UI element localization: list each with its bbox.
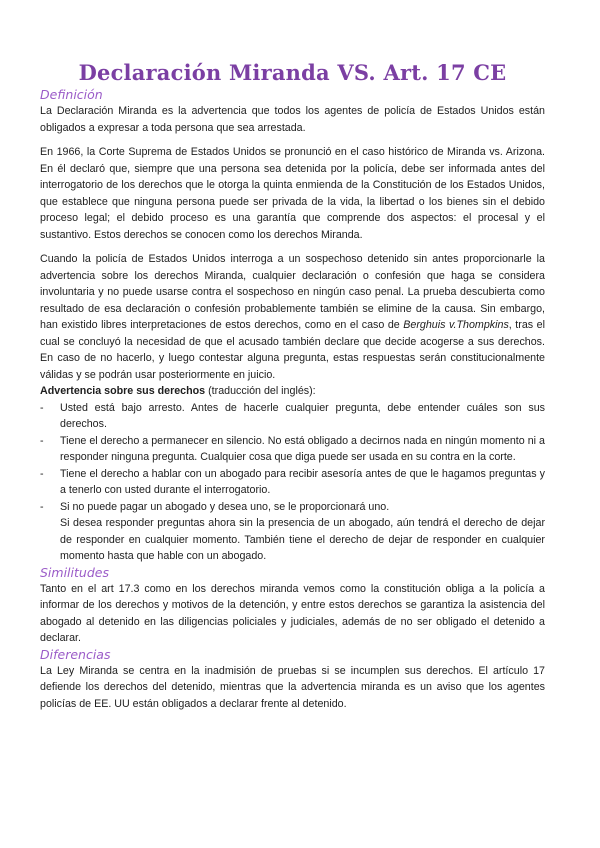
warning-heading: [40, 383, 545, 400]
paragraph-similitudes: Tanto en el art 17.3 como en los derechos miranda vemos como la constitución obliga a la policía a informar de los derechos y motivos de la detención, y entre estos derechos se garantiza la asistencia del abogado al detenido en las diligencias policiales y judiciales, además de no ser obligado el detenido a declarar.: [40, 582, 545, 644]
list-item: [40, 433, 545, 466]
list-item-text: Usted está bajo arresto. Antes de hacerle cualquier pregunta, debe entender cuáles son sus derechos.: [60, 401, 545, 430]
document: [40, 60, 545, 712]
paragraph-definicion-2: En 1966, la Corte Suprema de Estados Unidos se pronunció en el caso histórico de Miranda vs. Arizona. En él declaró que, siempre que una persona sea detenida por la policía, debe ser informada antes del interrogatorio de los derechos que le otorga la quinta enmienda de la Constitución de los Estados Unidos, que establece que ninguna persona puede ser privada de la vida, la libertad o los bienes sin el debido proceso legal; el debido proceso es una garantía que comprende dos aspectos: el procesal y el sustantivo. Estos derechos se conocen como los derechos Miranda.: [40, 146, 545, 241]
list-dash: -: [40, 467, 44, 480]
list-item: [40, 400, 545, 433]
case-name: Berghuis v.Thompkins: [403, 319, 509, 331]
heading-definicion: Definición: [40, 87, 103, 102]
paragraph-3-part-b: , tras el cual se concluyó la necesidad de que el acusado también declare que decide acogerse a sus derechos. En caso de no hacerlo, y luego contestar alguna pregunta, estas respuestas serán constitucionalmente válidas y se podrán usar posteriormente en juicio.: [40, 319, 545, 381]
paragraph-definicion-1: La Declaración Miranda es la advertencia que todos los agentes de policía de Estados Unidos están obligados a expresar a toda persona que sea arrestada.: [40, 105, 545, 134]
warning-heading-rest: (traducción del inglés):: [205, 385, 316, 397]
heading-diferencias: Diferencias: [40, 646, 111, 662]
list-dash: -: [40, 434, 44, 447]
list-item-text: Tiene el derecho a permanecer en silencio. No está obligado a decirnos nada en ningún momento ni a responder ninguna pregunta. Cualquier cosa que diga puede ser usada en su contra en la corte.: [60, 434, 545, 463]
paragraph-definicion-3: [40, 251, 545, 383]
list-item-text: Tiene el derecho a hablar con un abogado para recibir asesoría antes de que le hagamos preguntas y a tenerlo con usted durante el interrogatorio.: [60, 467, 545, 496]
document-title: Declaración Miranda VS. Art. 17 CE: [78, 60, 507, 85]
heading-similitudes: Similitudes: [40, 564, 109, 580]
paragraph-diferencias: La Ley Miranda se centra en la inadmisión de pruebas si se incumplen sus derechos. El artículo 17 defiende los derechos del detenido, mientras que la advertencia miranda es un aviso que los agentes policías de EE. UU están obligados a declarar frente al detenido.: [40, 664, 545, 710]
list-item: [40, 466, 545, 499]
rights-list: [40, 400, 545, 516]
rights-tail: Si desea responder preguntas ahora sin la presencia de un abogado, aún tendrá el derecho de dejar de responder en cualquier momento. También tiene el derecho de dejar de responder en cualquier momento hasta que hable con un abogado.: [60, 517, 545, 562]
list-dash: -: [40, 500, 44, 513]
paragraph-3-part-a: Cuando la policía de Estados Unidos interroga a un sospechoso detenido sin antes proporcionarle la advertencia sobre los derechos Miranda, cualquier declaración o confesión que haga se considera involuntaria y no puede usarse contra el sospechoso en ningún caso penal. La prueba descubierta como resultado de esa declaración o confesión probablemente también se elimine de la causa. Sin embargo, han existido libres interpretaciones de estos derechos, como en el caso de: [40, 253, 545, 331]
list-dash: -: [40, 401, 44, 414]
list-item-text: Si no puede pagar un abogado y desea uno, se le proporcionará uno.: [60, 500, 390, 513]
list-item: [40, 499, 545, 516]
warning-heading-bold: Advertencia sobre sus derechos: [40, 385, 206, 397]
